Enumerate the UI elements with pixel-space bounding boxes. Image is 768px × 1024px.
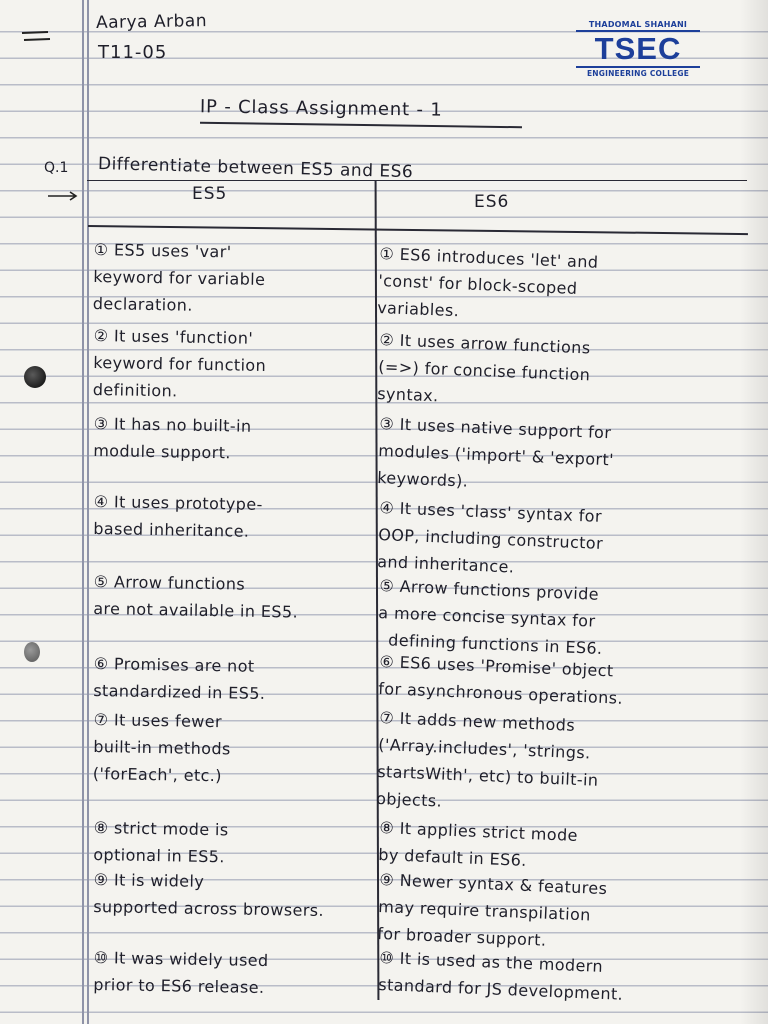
es6-point-3: ③ It uses native support for modules ('import' & 'export' keywords). (376, 413, 615, 491)
logo-main-text: TSEC (594, 31, 682, 66)
es5-point-10: ⑩ It was widely used prior to ES6 release. (93, 947, 269, 997)
page-edge-shadow (740, 0, 768, 1024)
es6-point-10: ⑩ It is used as the modern standard for JS development. (377, 947, 624, 1004)
margin-line (82, 0, 84, 1024)
es6-point-4: ④ It uses 'class' syntax for OOP, including constructor and inheritance. (376, 497, 604, 577)
es5-point-4: ④ It uses prototype- based inheritance. (93, 491, 263, 541)
logo-sub-text: ENGINEERING COLLEGE (576, 66, 700, 78)
college-logo (576, 20, 700, 86)
title-underline (200, 122, 522, 128)
es6-point-6: ⑥ ES6 uses 'Promise' object for asynchronous operations. (377, 651, 624, 708)
arrow-right-icon (46, 190, 80, 202)
student-name: Aarya Arban (95, 11, 208, 33)
es6-point-1: ① ES6 introduces 'let' and 'const' for block-scoped variables. (376, 243, 599, 321)
es6-point-7: ⑦ It adds new methods ('Array.includes', 'strings. startsWith', etc) to built-in objects. (375, 707, 599, 811)
question-number: Q.1 (44, 160, 69, 176)
es5-point-6: ⑥ Promises are not standardized in ES5. (93, 653, 266, 703)
table-header-es5: ES5 (192, 184, 228, 204)
es6-point-8: ⑧ It applies strict mode by default in ES6. (377, 817, 579, 870)
es5-point-9: ⑨ It is widely supported across browsers. (93, 869, 325, 921)
punch-hole (24, 642, 40, 662)
es5-point-3: ③ It has no built-in module support. (93, 413, 252, 463)
punch-hole (24, 366, 46, 388)
es5-point-2: ② It uses 'function' keyword for function definition. (92, 325, 267, 401)
question-text: Differentiate between ES5 and ES6 (97, 154, 414, 183)
es5-point-1: ① ES5 uses 'var' keyword for variable declaration. (92, 239, 266, 315)
es6-point-5: ⑤ Arrow functions provide a more concise syntax for defining functions in ES6. (376, 575, 603, 658)
assignment-title: IP - Class Assignment - 1 (199, 96, 443, 121)
roll-number: T11-05 (98, 42, 168, 63)
table-header-es6: ES6 (474, 192, 510, 212)
es5-point-7: ⑦ It uses fewer built-in methods ('forEach', etc.) (92, 709, 231, 786)
double-dash-mark-icon (20, 30, 52, 42)
es6-point-9: ⑨ Newer syntax & features may require transpilation for broader support. (376, 869, 608, 950)
es6-point-2: ② It uses arrow functions (=>) for concise function syntax. (376, 329, 591, 406)
logo-top-text: THADOMAL SHAHANI (576, 20, 700, 32)
es5-point-8: ⑧ strict mode is optional in ES5. (93, 817, 229, 867)
es5-point-5: ⑤ Arrow functions are not available in ES5. (93, 571, 299, 622)
